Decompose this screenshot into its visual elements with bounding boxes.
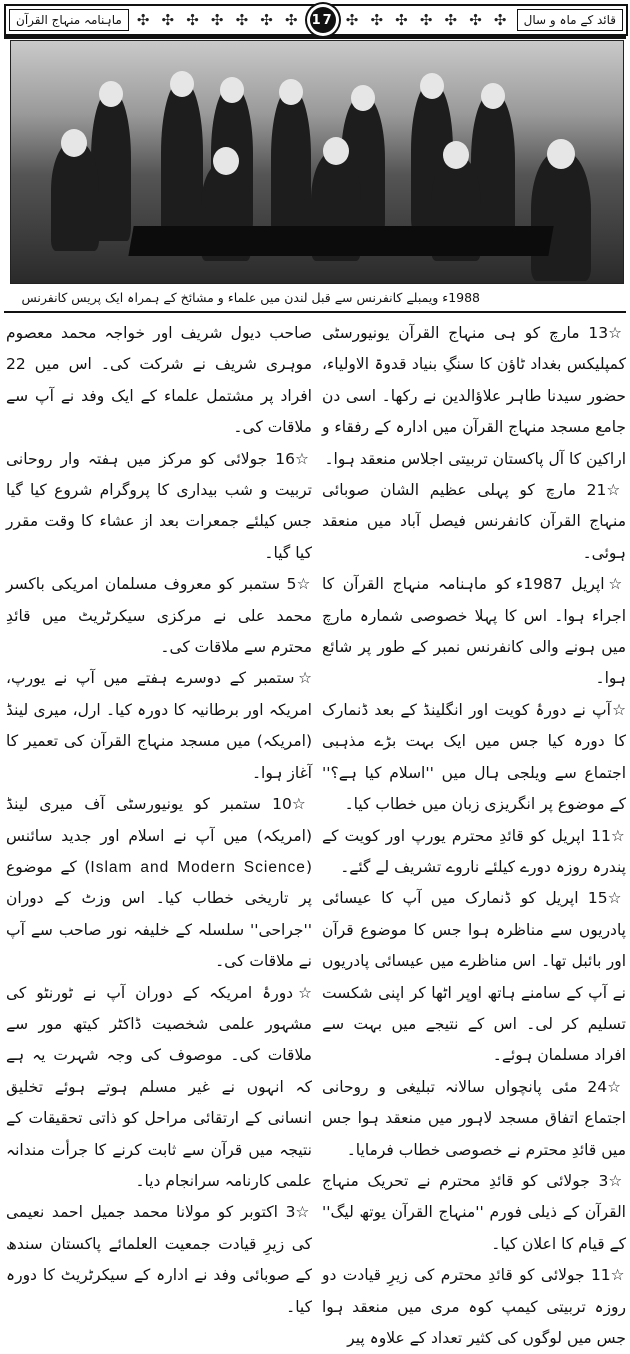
ornament-icon: ✣ (235, 11, 251, 29)
ornament-icon: ✣ (444, 11, 460, 29)
header-divider (4, 36, 626, 39)
news-item-text: ) کے موضوع پر تاریخی خطاب کیا۔ اس وزٹ کے دوران ''جراحی'' سلسلہ کے خلیفہ نور صاحب سے آپ نے ملاقات کی۔ (6, 857, 312, 971)
photo-caption: 1988ء ویمبلے کانفرنس سے قبل لندن میں علماء و مشائخ کے ہمراہ ایک پریس کانفرنس (21, 290, 480, 305)
publication-name: ماہنامہ منہاج القرآن (9, 9, 129, 31)
english-title: Islam and Modern Science (90, 858, 306, 876)
press-conference-photo (10, 40, 624, 284)
article-column-right (322, 318, 626, 1354)
page-header (4, 4, 628, 36)
news-item: ☆11 جولائی کو قائدِ محترم کی زیرِ قیادت دو روزہ تربیتی کیمپ کوہ مری میں منعقد ہوا جس میں لوگوں کی کثیر تعداد کے علاوہ پیر (322, 1266, 626, 1347)
news-item: ☆دورۂ امریکہ کے دوران آپ نے ٹورنٹو کی مشہور علمی شخصیت ڈاکٹر کیتھ مور سے ملاقات کی۔ موصوف کی وجہ شہرت یہ ہے کہ انہوں نے غیر مسلم ہوتے ہوئے تخلیق انسانی کے ارتقائی مراحل کو ذاتی تحقیقات کے نتیجہ میں قرآن سے ثابت کرنے کا جرأت مندانہ علمی کارنامہ سرانجام دیا۔ (6, 983, 312, 1190)
ornament-icon: ✣ (136, 11, 152, 29)
news-item: ☆اپریل 1987ء کو ماہنامہ منہاج القرآن کا اجراء ہوا۔ اس کا پہلا خصوصی شمارہ مارچ میں ہونے والی کانفرنس نمبر کے طور پر شائع ہوا۔ (322, 575, 626, 688)
news-item: ☆21 مارچ کو پہلی عظیم الشان صوبائی منہاج القرآن کانفرنس فیصل آباد میں منعقد ہوئی۔ (322, 481, 626, 562)
ornament-icon: ✣ (395, 11, 410, 29)
news-item: ☆11 اپریل کو قائدِ محترم یورپ اور کویت کے پندرہ روزہ دورے کیلئے ناروے تشریف لے گئے۔ (322, 826, 626, 876)
article-column-left (6, 318, 312, 1323)
news-item-text: ☆10 ستمبر کو یونیورسٹی آف میری لینڈ (امریکہ) میں آپ نے اسلام اور جدید سائنس ( (6, 795, 312, 876)
news-item: ☆5 ستمبر کو معروف مسلمان امریکی باکسر محمد علی نے مرکزی سیکرٹریٹ میں قائدِ محترم سے ملاقات کی۔ (6, 575, 313, 657)
news-item: ☆13 مارچ کو ہی منہاج القرآن یونیورسٹی کمپلیکس بغداد ٹاؤن کا سنگِ بنیاد قدوۃ الاولیاء، حضور سیدنا طاہر علاؤالدین نے رکھا۔ اسی دن جامع مسجد منہاج القرآن میں ادارہ کے رفقاء و اراکین کا آل پاکستان تربیتی اجلاس منعقد ہوا۔ (322, 324, 626, 468)
ornament-icon: ✣ (419, 11, 435, 29)
ornament-icon: ✣ (161, 11, 177, 29)
ornament-icon: ✣ (370, 11, 386, 29)
news-item: ☆آپ نے دورۂ کویت اور انگلینڈ کے بعد ڈنمارک کا دورہ کیا جس میں ایک بہت بڑے مذہبی اجتماع سے ویلجی ہال میں ''اسلام کیا ہے؟'' کے موضوع پر انگریزی زبان میں خطاب کیا۔ (322, 700, 626, 814)
ornament-icon: ✣ (260, 11, 275, 29)
ornament-icon: ✣ (493, 11, 509, 29)
ornament-icon: ✣ (210, 11, 226, 29)
page-number: 17 (310, 7, 336, 33)
header-ornaments (132, 7, 514, 33)
ornament-icon: ✣ (469, 11, 484, 29)
news-item: ☆ستمبر کے دوسرے ہفتے میں آپ نے یورپ، امریکہ اور برطانیہ کا دورہ کیا۔ ارل، میری لینڈ (امریکہ) میں مسجد منہاج القرآن کی تعمیر کا آغاز ہوا۔ (6, 669, 312, 782)
news-item: ☆3 جولائی کو قائدِ محترم نے تحریک منہاج القرآن کے ذیلی فورم ''منہاج القرآن یوتھ لیگ'' کے قیام کا اعلان کیا۔ (322, 1171, 627, 1253)
news-item: ☆24 مئی پانچواں سالانہ تبلیغی و روحانی اجتماع اتفاق مسجد لاہور میں منعقد ہوا جس میں قائدِ محترم نے خصوصی خطاب فرمایا۔ (322, 1077, 626, 1159)
news-item: ☆3 اکتوبر کو مولانا محمد جمیل احمد نعیمی کی زیرِ قیادت جمعیت العلمائے پاکستان سندھ کے صوبائی وفد نے ادارہ کے سیکرٹریٹ کا دورہ کیا۔ (6, 1203, 312, 1316)
news-item: ☆15 اپریل کو ڈنمارک میں آپ کا عیسائی پادریوں سے مناظرہ ہوا جس کا موضوع قرآن اور بائبل تھا۔ اس مناظرے میں عیسائی پادریوں نے آپ کے سامنے ہاتھ اوپر اٹھا کر اپنی شکست تسلیم کر لی۔ اس کے نتیجے میں بہت سے افراد مسلمان ہوئے۔ (322, 889, 626, 1065)
ornament-icon: ✣ (345, 11, 361, 29)
section-title: قائد کے ماہ و سال (517, 9, 623, 31)
ornament-icon: ✣ (284, 11, 300, 29)
news-item: صاحب دیول شریف اور خواجہ محمد معصوم موہری شریف نے شرکت کی۔ اس میں 22 افراد پر مشتمل علماء کے ایک وفد نے آپ سے ملاقات کی۔ (6, 324, 312, 437)
caption-divider (4, 311, 626, 313)
news-item (6, 789, 312, 977)
ornament-icon: ✣ (186, 11, 201, 29)
news-item: ☆16 جولائی کو مرکز میں ہفتہ وار روحانی تربیت و شب بیداری کا پروگرام شروع کیا گیا جس کیلئے جمعرات بعد از عشاء کا وقت مقرر کیا گیا۔ (6, 449, 312, 562)
